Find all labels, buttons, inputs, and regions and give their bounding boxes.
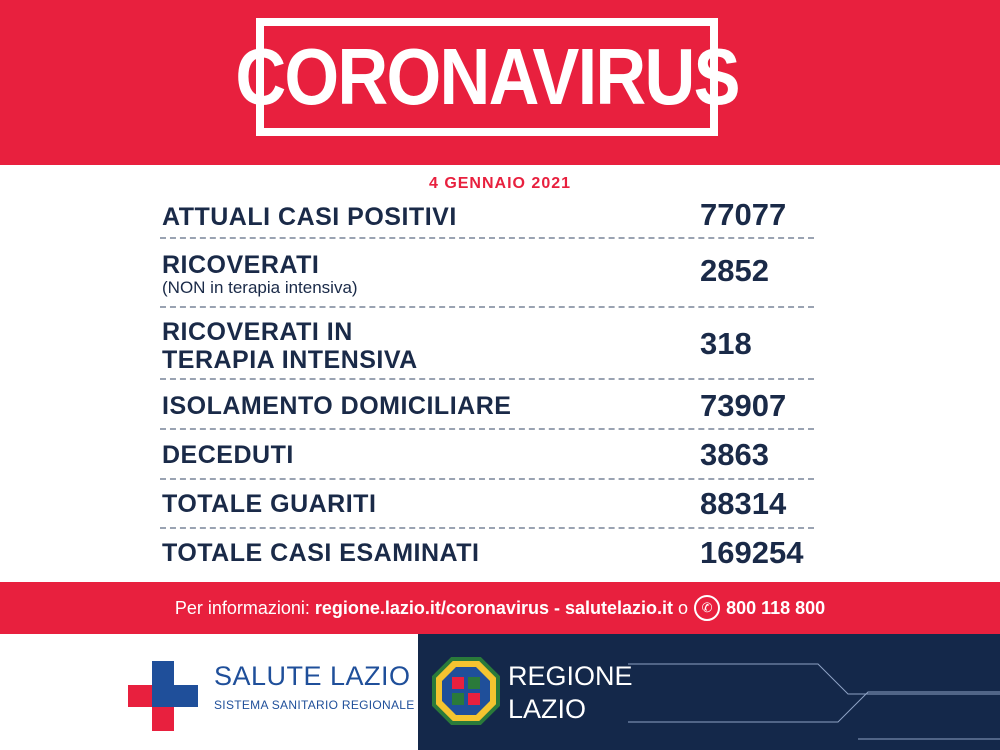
footer-regione-lazio [418,634,1000,750]
info-prefix: Per informazioni: [174,597,310,618]
stat-value: 169254 [700,535,804,570]
cross-logo-icon [128,661,198,731]
info-separator: - [553,597,560,618]
stat-label-line2: TERAPIA INTENSIVA [162,346,418,374]
title-box [235,18,739,136]
stat-value: 3863 [700,437,769,472]
decorative-lines-icon [418,634,1000,750]
stat-value: 318 [700,326,752,361]
info-bar [0,582,1000,634]
date-label: 4 GENNAIO 2021 [428,175,572,192]
stat-label: DECEDUTI [162,441,294,469]
stat-label [162,251,358,297]
phone-number[interactable]: 800 118 800 [726,597,826,618]
salute-lazio-subtitle: SISTEMA SANITARIO REGIONALE [214,698,415,712]
regione-lazio-emblem-icon [432,657,500,725]
phone-icon: ✆ [694,595,720,621]
page-title: CORONAVIRUS [235,32,739,121]
stat-label [162,318,418,374]
stat-value: 2852 [700,253,769,288]
stat-row-casi-esaminati [160,529,814,577]
regione-line1: REGIONE [508,661,633,691]
regione-line2: LAZIO [508,694,587,724]
link-salutelazio[interactable]: salutelazio.it [565,597,674,618]
stat-value: 88314 [700,486,787,521]
link-regione-coronavirus[interactable]: regione.lazio.it/coronavirus [314,597,549,618]
stat-row-isolamento [160,380,814,430]
stat-row-positivi [160,193,814,239]
stat-label-main: RICOVERATI [162,251,320,279]
stat-label-line1: RICOVERATI IN [162,318,353,346]
stat-label: TOTALE GUARITI [162,490,377,518]
stat-row-ricoverati [160,239,814,308]
stat-sublabel: (NON in terapia intensiva) [162,278,358,297]
stat-value: 77077 [700,197,787,232]
info-conj: o [678,597,689,618]
stat-row-guariti [160,480,814,529]
stat-row-terapia-intensiva [160,308,814,380]
regione-lazio-text [508,660,633,726]
stat-value: 73907 [700,388,787,423]
stat-label: ISOLAMENTO DOMICILIARE [162,392,512,420]
footer-salute-lazio [0,634,418,750]
stat-row-deceduti [160,430,814,480]
header-banner [0,0,1000,165]
stat-label: ATTUALI CASI POSITIVI [162,203,457,231]
salute-lazio-title: SALUTE LAZIO [214,661,411,691]
stat-label: TOTALE CASI ESAMINATI [162,539,480,567]
